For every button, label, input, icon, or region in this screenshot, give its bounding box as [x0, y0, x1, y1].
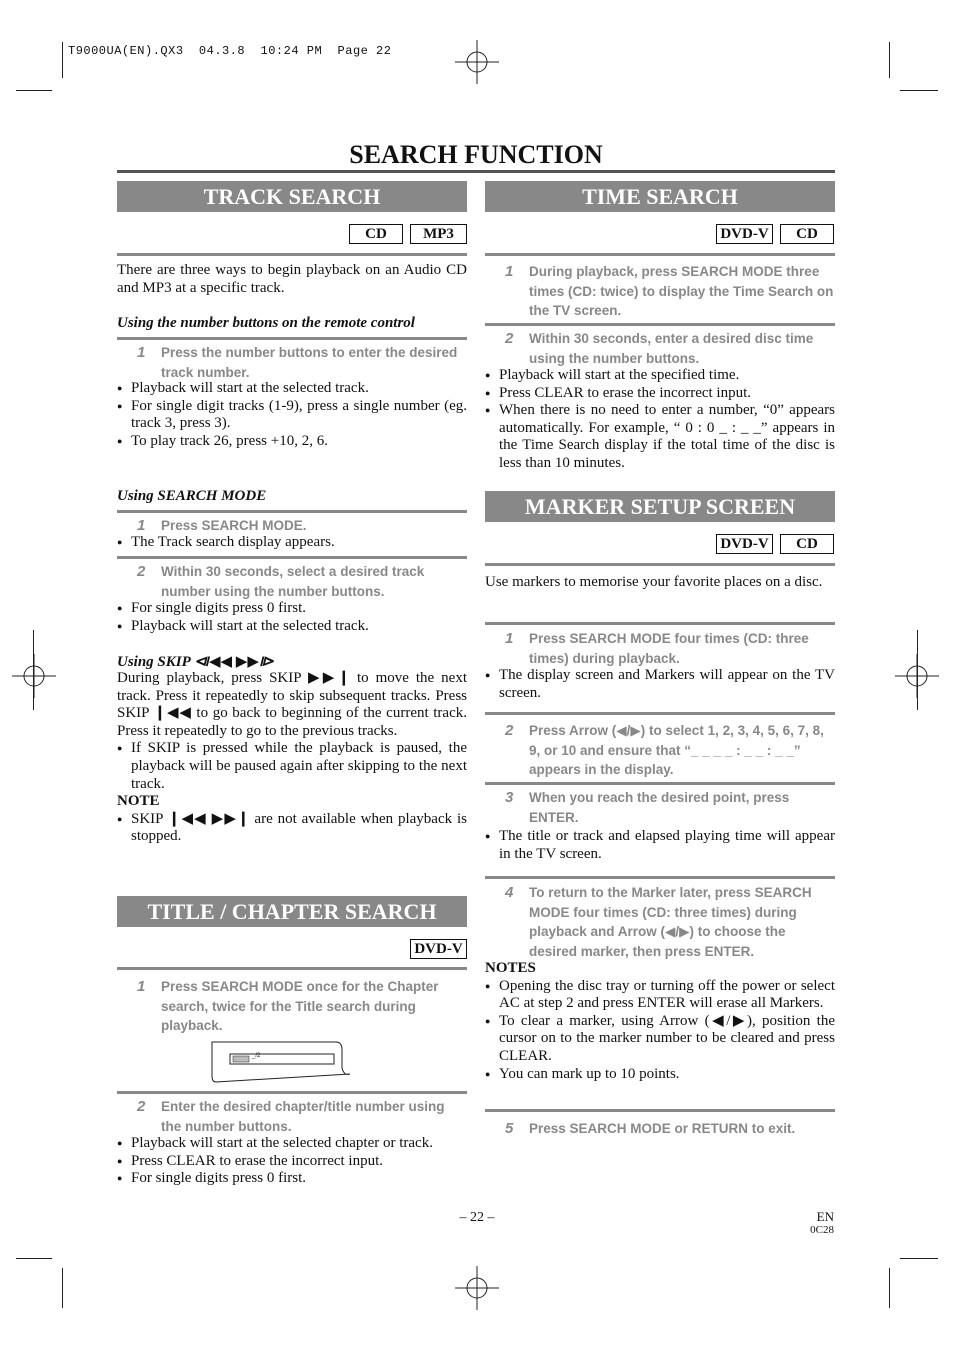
time-step-2	[505, 329, 835, 368]
list-item: ● SKIP ❙◀◀ ▶▶❙ are not available when playback is stopped.	[117, 811, 467, 846]
dvd-v-badge: DVD-V	[716, 224, 773, 244]
step-number: 1	[137, 978, 146, 995]
step-text: When you reach the desired point, press ENTER.	[529, 790, 790, 825]
crop-mark	[917, 630, 918, 710]
step-number: 2	[137, 1098, 146, 1115]
step-number: 2	[137, 563, 146, 580]
marker-step-1-bullets	[485, 667, 835, 702]
divider	[485, 323, 835, 326]
step-number: 2	[505, 722, 514, 739]
divider	[485, 1109, 835, 1112]
divider	[117, 510, 467, 513]
marker-intro: Use markers to memorise your favorite places on a disc.	[485, 574, 823, 590]
list-item: ● You can mark up to 10 points.	[485, 1066, 835, 1084]
step-text: Within 30 seconds, select a desired track number using the number buttons.	[161, 564, 425, 599]
cd-badge: CD	[780, 224, 834, 244]
list-item: ● For single digits press 0 first.	[117, 600, 467, 618]
step-text: Within 30 seconds, enter a desired disc time using the number buttons.	[529, 331, 814, 366]
registration-mark-icon	[455, 40, 499, 84]
list-item: ● Playback will start at the selected track.	[117, 618, 467, 636]
dvd-v-badge: DVD-V	[716, 534, 773, 554]
crop-mark	[33, 630, 34, 710]
title-rule	[117, 170, 835, 173]
skip-text: During playback, press SKIP ▶▶❙ to move the next track. Press it repeatedly to skip subsequent tracks. Press SKIP ❙◀◀ to go back to beginning of the current track. Press it repeatedly to go to the previous tracks.	[117, 670, 467, 739]
divider	[117, 253, 467, 256]
print-header: T9000UA(EN).QX3 04.3.8 10:24 PM Page 22	[68, 44, 392, 58]
marker-step-1	[505, 629, 835, 668]
marker-step-3-bullets	[485, 828, 835, 863]
divider	[117, 967, 467, 970]
marker-setup-heading: MARKER SETUP SCREEN	[485, 491, 835, 522]
list-item: ● If SKIP is pressed while the playback is paused, the playback will be paused again after skipping to the next track.	[117, 740, 467, 793]
crop-mark	[889, 42, 890, 78]
step-number: 1	[505, 263, 514, 280]
dvd-v-badge: DVD-V	[410, 939, 467, 959]
skip-section	[117, 670, 467, 846]
marker-notes	[485, 960, 835, 1083]
page-number: – 22 –	[459, 1210, 495, 1225]
divider	[117, 556, 467, 559]
list-item: ● To play track 26, press +10, 2, 6.	[117, 433, 467, 451]
divider	[117, 1091, 467, 1094]
list-item: ● Press CLEAR to erase the incorrect input.	[117, 1153, 467, 1171]
step-number: 1	[505, 630, 514, 647]
step-text: Enter the desired chapter/title number using the number buttons.	[161, 1099, 445, 1134]
crop-mark	[889, 1268, 890, 1308]
step-text: Press SEARCH MODE four times (CD: three times) during playback.	[529, 631, 809, 666]
track-step-3-bullets	[117, 600, 467, 635]
tv-screen-illustration	[208, 1040, 352, 1084]
step-number: 3	[505, 789, 514, 806]
list-item: ● To clear a marker, using Arrow (◀/▶), position the cursor on to the marker number to be cleared and press CLEAR.	[485, 1013, 835, 1066]
marker-step-4	[505, 883, 835, 961]
language-code: EN	[816, 1209, 834, 1224]
time-search-heading: TIME SEARCH	[485, 181, 835, 212]
cd-badge: CD	[349, 224, 403, 244]
list-item: ● Playback will start at the selected chapter or track.	[117, 1135, 467, 1153]
list-item: ● Press CLEAR to erase the incorrect input.	[485, 385, 835, 403]
chapter-step-2	[137, 1097, 467, 1136]
list-item: ● Playback will start at the specified time.	[485, 367, 835, 385]
time-search-bullets	[485, 367, 835, 473]
divider	[485, 876, 835, 879]
registration-mark-icon	[455, 1266, 499, 1310]
subheading-number-buttons: Using the number buttons on the remote control	[117, 315, 415, 331]
step-number: 5	[505, 1120, 514, 1137]
crop-mark	[16, 1258, 52, 1259]
track-step-1-bullets	[117, 380, 467, 450]
page-title: SEARCH FUNCTION	[349, 140, 603, 169]
step-text: During playback, press SEARCH MODE three times (CD: twice) to display the Time Search on the TV screen.	[529, 264, 834, 318]
divider	[485, 563, 835, 566]
step-number: 2	[505, 330, 514, 347]
list-item: ● For single digits press 0 first.	[117, 1170, 467, 1188]
step-text: Press the number buttons to enter the desired track number.	[161, 345, 458, 380]
list-item: ● The display screen and Markers will appear on the TV screen.	[485, 667, 835, 702]
track-step-3	[137, 562, 467, 601]
note-label: NOTE	[117, 793, 160, 810]
subheading-skip: Using SKIP ⧏◀◀ ▶▶⧐	[117, 654, 274, 670]
list-item: ● Playback will start at the selected track.	[117, 380, 467, 398]
chapter-step-2-bullets	[117, 1135, 467, 1188]
crop-mark	[900, 90, 938, 91]
step-text: Press SEARCH MODE once for the Chapter search, twice for the Title search during playback.	[161, 979, 439, 1033]
display-text: _/2	[252, 1053, 261, 1059]
subheading-search-mode: Using SEARCH MODE	[117, 488, 267, 504]
list-item: ● When there is no need to enter a number, “0” appears automatically. For example, “ 0 : 0 _ : _ _” appears in the Time Search display if the total time of the disc is less than 10 minutes.	[485, 402, 835, 472]
divider	[485, 622, 835, 625]
step-number: 1	[137, 517, 146, 534]
list-item: ● The title or track and elapsed playing time will appear in the TV screen.	[485, 828, 835, 863]
doc-code: 0C28	[810, 1224, 834, 1236]
marker-step-5	[505, 1119, 835, 1139]
marker-step-2	[505, 721, 835, 780]
crop-mark	[16, 90, 52, 91]
divider	[485, 712, 835, 715]
time-step-1	[505, 262, 835, 321]
list-item: ● Opening the disc tray or turning off the power or select AC at step 2 and press ENTER will erase all Markers.	[485, 978, 835, 1013]
title-chapter-heading: TITLE / CHAPTER SEARCH	[117, 896, 467, 927]
divider	[485, 253, 835, 256]
step-text: Press Arrow (◀/▶) to select 1, 2, 3, 4, 5, 6, 7, 8, 9, or 10 and ensure that “_ _ _ _ : _ _ : _ _” appears in the display.	[529, 723, 824, 777]
track-step-1	[137, 343, 467, 382]
marker-step-3	[505, 788, 835, 827]
step-text: Press SEARCH MODE.	[161, 518, 307, 533]
mp3-badge: MP3	[410, 224, 467, 244]
list-item: ● The Track search display appears.	[117, 534, 467, 552]
step-number: 4	[505, 884, 514, 901]
track-search-heading: TRACK SEARCH	[117, 181, 467, 212]
cd-badge: CD	[780, 534, 834, 554]
chapter-step-1	[137, 977, 467, 1036]
registration-mark-icon	[12, 654, 56, 698]
step-number: 1	[137, 344, 146, 361]
crop-mark	[62, 42, 63, 78]
crop-mark	[62, 1268, 63, 1308]
crop-mark	[900, 1258, 938, 1259]
list-item: ● For single digit tracks (1-9), press a single number (eg. track 3, press 3).	[117, 398, 467, 433]
track-search-intro: There are three ways to begin playback on an Audio CD and MP3 at a specific track.	[117, 262, 467, 296]
track-step-2	[137, 516, 467, 536]
track-step-2-bullets	[117, 534, 467, 552]
divider	[485, 782, 835, 785]
divider	[117, 337, 467, 340]
notes-label: NOTES	[485, 960, 536, 976]
step-text: To return to the Marker later, press SEARCH MODE four times (CD: three times) during playback and Arrow (◀/▶) to choose the desired marker, then press ENTER.	[529, 885, 812, 959]
step-text: Press SEARCH MODE or RETURN to exit.	[529, 1121, 796, 1136]
